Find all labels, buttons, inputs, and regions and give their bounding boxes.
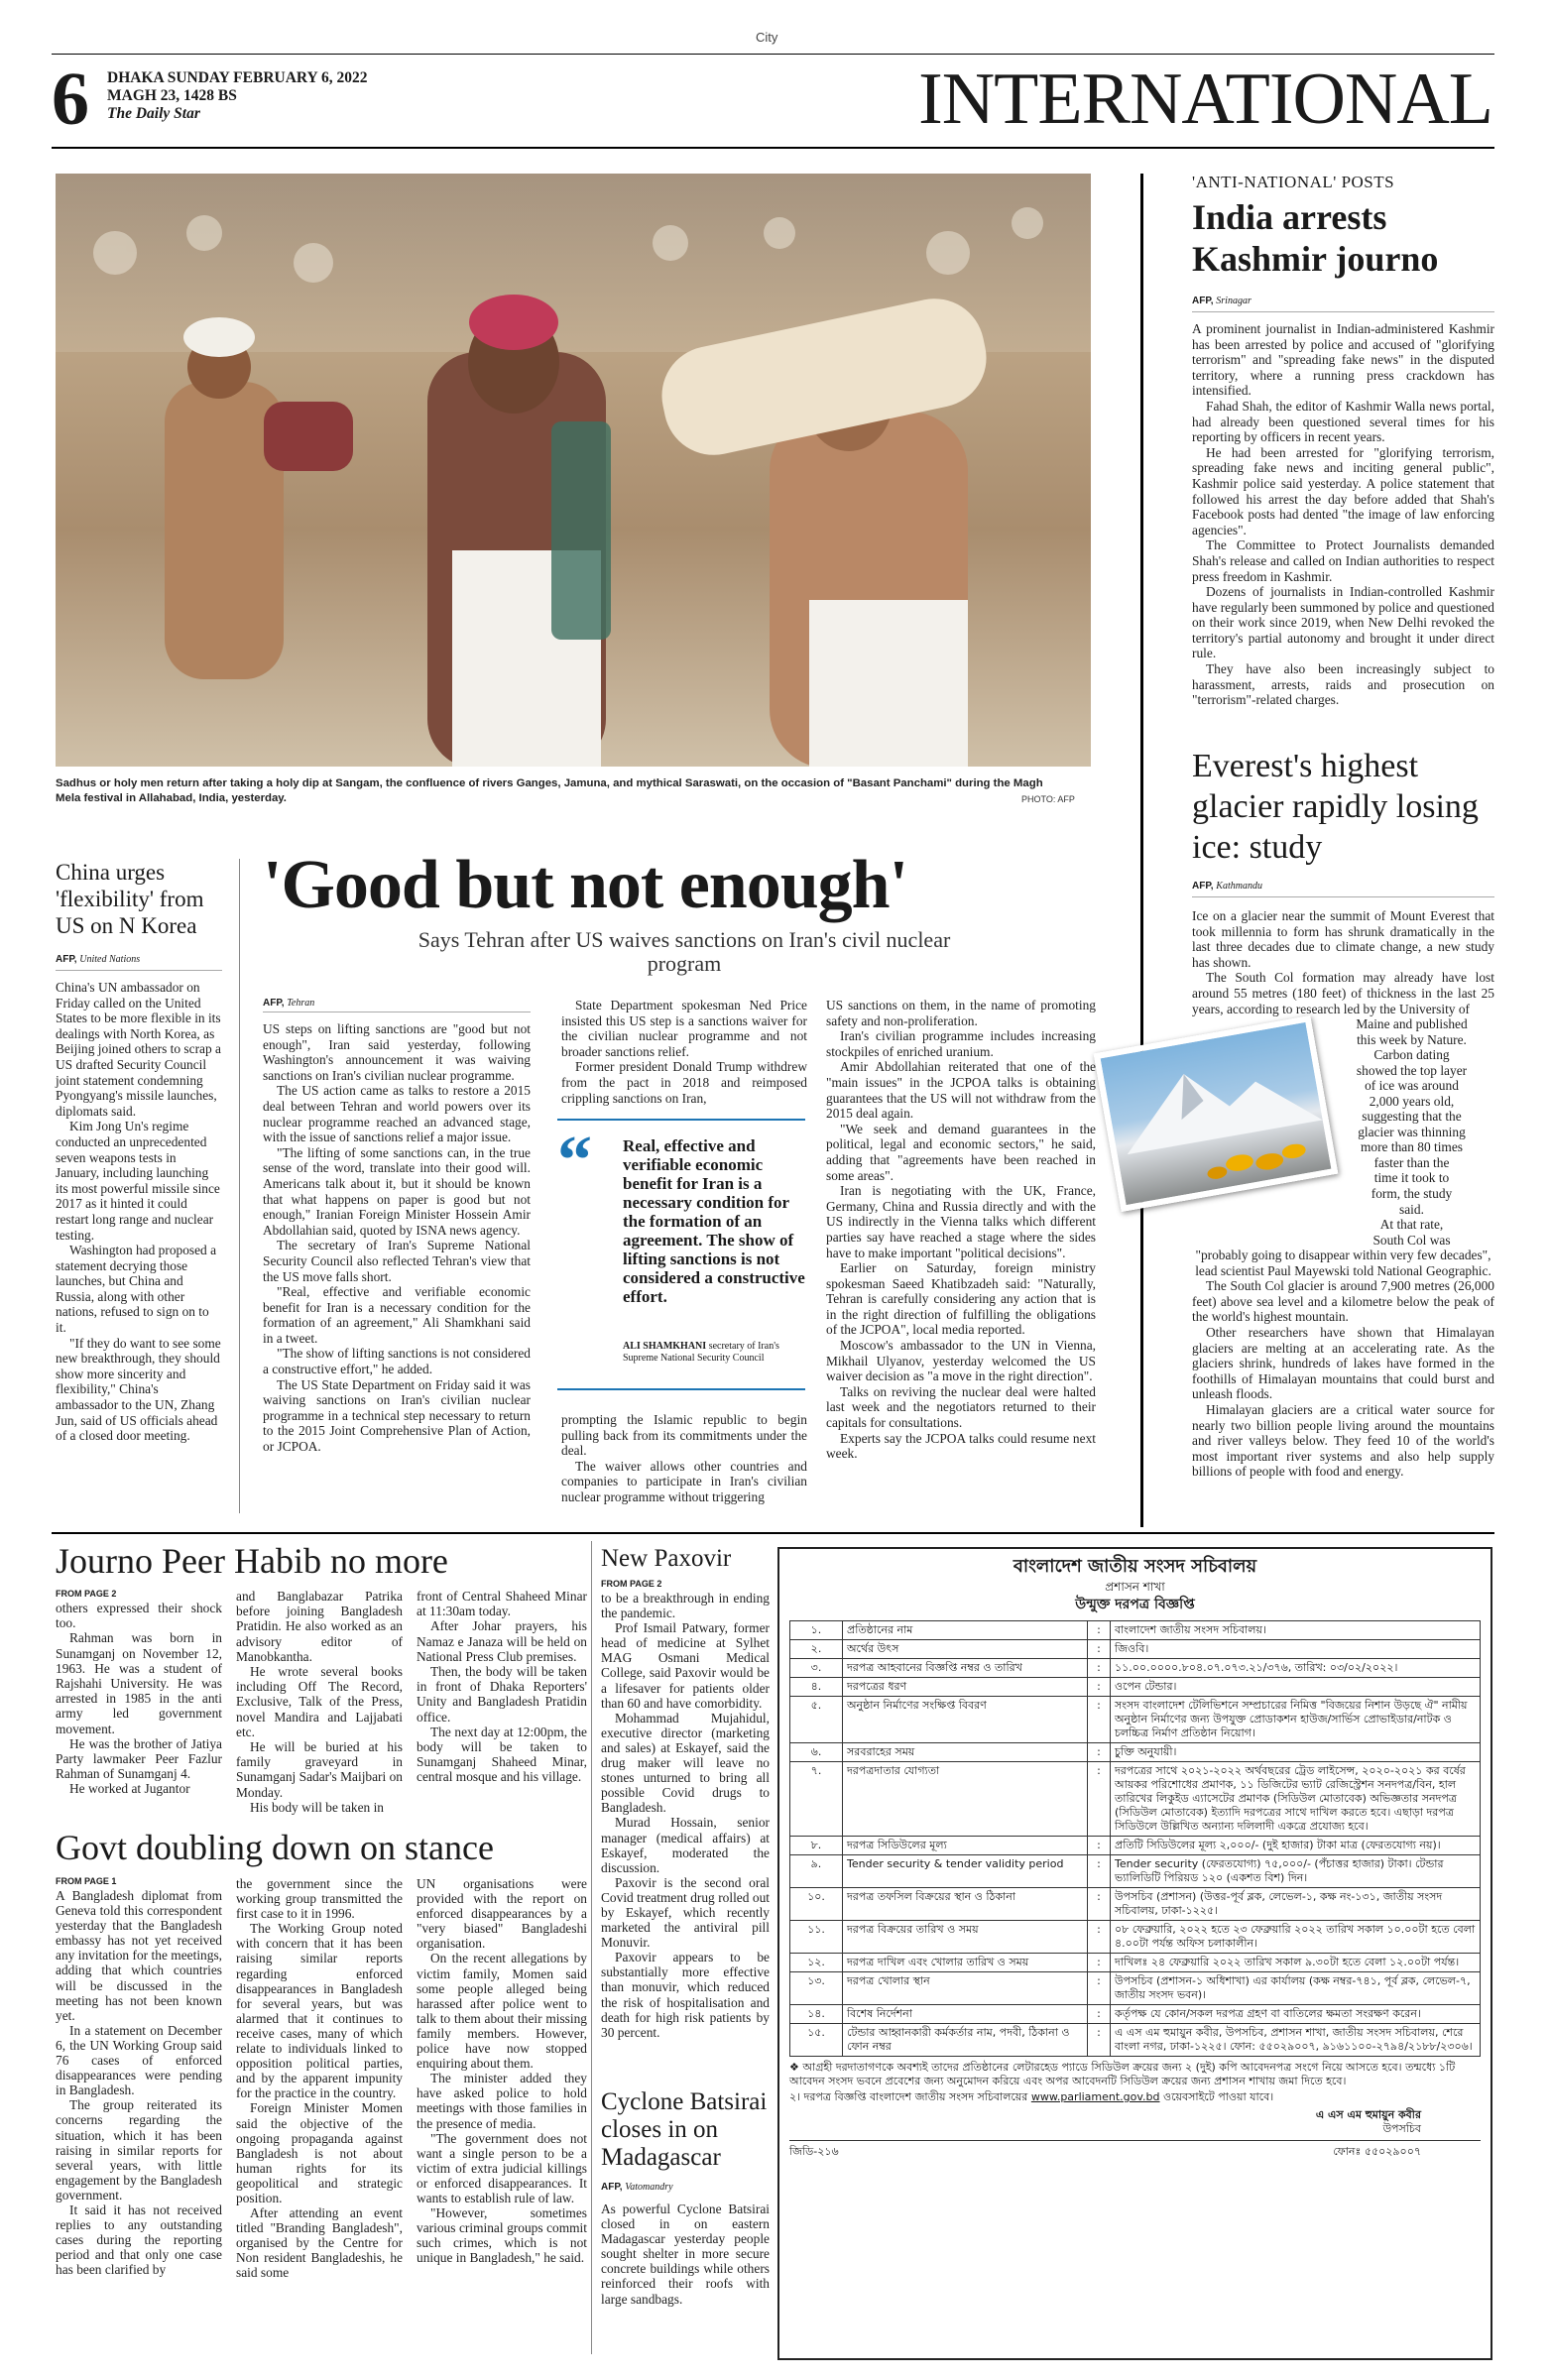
korea-body <box>56 980 222 1444</box>
wrap-line: 2,000 years old, <box>1369 1093 1455 1109</box>
korea-byline-rule <box>56 970 222 971</box>
habib-col2 <box>236 1589 403 1815</box>
notice-row <box>790 1762 1481 1837</box>
byline-place: United Nations <box>79 954 141 965</box>
photo-caption: Sadhus or holy men return after taking a holy dip at Sangam, the confluence of rivers Ganges, Jamuna, and mythical Saraswati, on the occasion of "Basant Panchami" during the Magh Mela festival in Allahabad, India, yesterday. <box>56 777 1043 804</box>
everest-paragraph: Himalayan glaciers are a critical water source for nearly two billion people living around the mountains and river valleys below. They feed 10 of the world's most important river systems and also help supply billions of people with food and energy. <box>1192 1401 1494 1480</box>
row-colon: : <box>1088 1855 1111 1888</box>
pull-quote-attribution <box>623 1341 811 1365</box>
cyclone-headline: Cyclone Batsirai closes in on Madagascar <box>601 2088 768 2171</box>
masthead-rule <box>52 147 1494 149</box>
paper-logo: The Daily Star <box>107 105 200 122</box>
byline-agency: AFP, <box>601 2182 623 2193</box>
row-label: দরপত্র বিক্রয়ের তারিখ ও সময় <box>843 1921 1088 1954</box>
iran-paragraph: Earlier on Saturday, foreign ministry spokesman Saeed Khatibzadeh said: "Naturally, Tehran is carefully considering any action that is in the right direction of fulfilling the obligations of the JCPOA", local media reported. <box>826 1260 1096 1338</box>
iran-paragraph: The US State Department on Friday said it was waiving sanctions on Iran's civilian nuclear programme in a technical step necessary to return to the 2015 Joint Comprehensive Plan of Action, or JCPOA. <box>263 1376 531 1455</box>
cyclone-paragraph: As powerful Cyclone Batsirai closed in on eastern Madagascar yesterday people sought shelter in more secure concrete buildings while others reinforced their roofs with large sandbags. <box>601 2202 770 2307</box>
kashmir-paragraph: A prominent journalist in Indian-administered Kashmir has been arrested by police and accused of "glorifying terrorism" and "spreading fake news" in the disputed territory, where a running press crackdown has intensified. <box>1192 321 1494 399</box>
kashmir-byline-rule <box>1192 311 1494 312</box>
notice-row <box>790 1954 1481 1972</box>
row-label: দরপত্র আহবানের বিজ্ঞপ্তি নম্বর ও তারিখ <box>843 1659 1088 1678</box>
iran-paragraph: Former president Donald Trump withdrew from the pact in 2018 and reimposed crippling sanctions on Iran, <box>561 1059 807 1106</box>
habib-paragraph: Then, the body will be taken in front of Dhaka Reporters' Unity and Bangladesh Pratidin office. <box>417 1664 587 1725</box>
govt-paragraph: A Bangladesh diplomat from Geneva told this correspondent yesterday that the Bangladesh embassy has not yet received any invitation for the meetings, adding that which countries will be discussed in the meeting has not been known yet. <box>56 1888 222 2023</box>
parliament-website-link[interactable]: www.parliament.gov.bd <box>1030 2090 1160 2103</box>
notice-row <box>790 1640 1481 1659</box>
iran-paragraph: "The lifting of some sanctions can, in the true sense of the word, translate into their good will. Americans talk about it, but it should be known that what happens on paper is good but not enough," Iranian Foreign Minister Hossein Amir Abdollahian said, quoted by ISNA news agency. <box>263 1144 531 1238</box>
sadhus-photo-illustration <box>56 174 1091 767</box>
row-label: দরপত্র দাখিল এবং খোলার তারিখ ও সময় <box>843 1954 1088 1972</box>
everest-headline: Everest's highest glacier rapidly losing ice: study <box>1192 748 1479 866</box>
row-label: প্রতিষ্ঠানের নাম <box>843 1621 1088 1640</box>
row-label: দরপত্র খোলার স্থান <box>843 1972 1088 2005</box>
paxovir-paragraph: to be a breakthrough in ending the pandemic. <box>601 1591 770 1621</box>
govt-paragraph: On the recent allegations by victim family, Momen said some people alleged being harassed after police went to talk to them about their missing family members. However, police have now stopped enquiring about them. <box>417 1951 587 2072</box>
byline-agency: AFP, <box>1192 881 1214 892</box>
row-colon: : <box>1088 1697 1111 1743</box>
paxovir-from: FROM PAGE 2 <box>601 1579 662 1589</box>
row-label: অনুষ্ঠান নির্মাণের সংক্ষিপ্ত বিবরণ <box>843 1697 1088 1743</box>
row-label: অর্থের উৎস <box>843 1640 1088 1659</box>
habib-paragraph: After Johar prayers, his Namaz e Janaza will be held on National Press Club premises. <box>417 1618 587 1664</box>
notice-subtitle: উন্মুক্ত দরপত্র বিজ্ঞপ্তি <box>1075 1597 1195 1612</box>
govt-col1 <box>56 1888 222 2277</box>
notice-row <box>790 1888 1481 1921</box>
iran-paragraph: Experts say the JCPOA talks could resume next week. <box>826 1430 1096 1462</box>
korea-column-rule <box>239 859 240 1513</box>
govt-col3 <box>417 1876 587 2265</box>
paxovir-paragraph: Murad Hossain, senior manager (medical affairs) at Eskayef, moderated the discussion. <box>601 1815 770 1875</box>
paxovir-body <box>601 1591 770 2040</box>
section-title: INTERNATIONAL <box>918 59 1492 140</box>
row-number: ১৫. <box>790 2024 843 2057</box>
everest-wrap-text <box>1329 1016 1494 1248</box>
kashmir-kicker: 'ANTI-NATIONAL' POSTS <box>1192 173 1395 191</box>
row-value: বাংলাদেশ জাতীয় সংসদ সচিবালয়। <box>1111 1621 1481 1640</box>
byline-agency: AFP, <box>1192 296 1214 306</box>
wrap-line: time it took to <box>1373 1170 1450 1186</box>
row-colon: : <box>1088 1954 1111 1972</box>
notice-branch: প্রশাসন শাখা <box>1105 1580 1165 1594</box>
notice-row <box>790 1972 1481 2005</box>
page-number: 6 <box>52 58 89 141</box>
wrap-line: faster than the <box>1373 1154 1450 1170</box>
notice-row <box>790 2005 1481 2024</box>
iran-paragraph: US sanctions on them, in the name of promoting safety and non-proliferation. <box>826 998 1096 1028</box>
row-value: ওপেন টেন্ডার। <box>1111 1678 1481 1697</box>
main-photo <box>56 174 1091 767</box>
habib-paragraph: He will be buried at his family graveyard in Sunamganj Sadar's Maijbari on Monday. <box>236 1739 403 1800</box>
row-number: ৪. <box>790 1678 843 1697</box>
paxovir-headline: New Paxovir <box>601 1545 732 1572</box>
row-value: ০৮ ফেব্রুয়ারি, ২০২২ হতে ২৩ ফেব্রুয়ারি ২০২২ তারিখ সকাল ১০.০০টা হতে বেলা ৪.০০টা পর্যন্ত অফিস চলাকালীন। <box>1111 1921 1481 1954</box>
govt-paragraph: "However, sometimes various criminal groups commit such crimes, which is not unique in Bangladesh," he said. <box>417 2205 587 2266</box>
cyclone-byline <box>601 2182 673 2193</box>
notice-note-1: ❖ আগ্রহী দরদাতাগণকে অবশ্যই তাদের প্রতিষ্ঠানের লেটারহেড প্যাডে সিডিউল ক্রয়ের জন্য ২ (দুই) কপি আবেদনপত্র সংগে নিয়ে আসতে হবে। তন্মধ্যে ১টি আবেদন সংসদ ভবনে প্রবেশের জন্য অনুমোদন করিয়ে এবং অপর আবেদনটি সিডিউল ক্রয়ের জন্য প্রশাসন শাখায় জমা দিতে হবে। <box>789 2061 1456 2087</box>
iran-paragraph: Iran's civilian programme includes increasing stockpiles of enriched uranium. <box>826 1028 1096 1059</box>
byline-place: Kathmandu <box>1216 881 1262 892</box>
row-value: প্রতিটি সিডিউলের মূল্য ২,০০০/- (দুই হাজার) টাকা মাত্র (ফেরতযোগ্য নয়)। <box>1111 1837 1481 1855</box>
row-colon: : <box>1088 1659 1111 1678</box>
row-value: এ এস এম হুমায়ুন কবীর, উপসচিব, প্রশাসন শাখা, জাতীয় সংসদ সচিবালয়, শেরে বাংলা নগর, ঢাকা-১২২৫। ফোন: ৫৫০২৯০০৭, ৯১৬১১০০-২৭৯৪/২১৮৮/২৩০৬। <box>1111 2024 1481 2057</box>
wrap-line: glacier was thinning <box>1358 1124 1466 1139</box>
row-label: Tender security & tender validity period <box>843 1855 1088 1888</box>
row-colon: : <box>1088 1678 1111 1697</box>
byline-agency: AFP, <box>56 954 77 965</box>
row-colon: : <box>1088 1921 1111 1954</box>
notice-row <box>790 1678 1481 1697</box>
notice-row <box>790 1743 1481 1762</box>
notice-note-2 <box>789 2090 1481 2104</box>
row-colon: : <box>1088 1762 1111 1837</box>
quote-mark-icon: “ <box>557 1123 592 1199</box>
notice-row <box>790 1855 1481 1888</box>
notice-footer <box>789 2140 1481 2162</box>
govt-paragraph: the government since the working group transmitted the first case to it in 1996. <box>236 1876 403 1922</box>
govt-paragraph: The minister added they have asked police to hold meetings with those families in the presence of media. <box>417 2071 587 2131</box>
everest-intro <box>1192 908 1494 1016</box>
habib-paragraph: The next day at 12:00pm, the body will be taken to Sunamganj Shaheed Minar, central mosque and his village. <box>417 1724 587 1785</box>
iran-subhead: Says Tehran after US waives sanctions on Iran's civil nuclear program <box>417 927 951 976</box>
iran-byline <box>263 998 314 1009</box>
wrap-line: South Col was <box>1372 1232 1451 1248</box>
habib-col3 <box>417 1589 587 1785</box>
govt-from: FROM PAGE 1 <box>56 1876 117 1886</box>
row-value: সংসদ বাংলাদেশ টেলিভিশনে সম্প্রচারের নিমিত্ত "বিজয়ের নিশান উড়ছে ঐ" নামীয় অনুষ্ঠান নির্মাণের জন্য উপযুক্ত প্রোডাকশন হাউজ/সার্ভিস প্রোভাইডার/নাটক ও চলচ্চিত্র নির্মাণ প্রতিষ্ঠান নিয়োগ। <box>1111 1697 1481 1743</box>
notice-row <box>790 1659 1481 1678</box>
row-number: ৬. <box>790 1743 843 1762</box>
row-label: টেন্ডার আহ্বানকারী কর্মকর্তার নাম, পদবী, ঠিকানা ও ফোন নম্বর <box>843 2024 1088 2057</box>
row-value: ১১.০০.০০০০.৮০৪.০৭.০৭৩.২১/৩৭৬, তারিখ: ০৩/০২/২০২২। <box>1111 1659 1481 1678</box>
kashmir-paragraph: He had been arrested for "glorifying terrorism, spreading fake news and inciting general public", Kashmir police said yesterday. A police statement that followed his arrest the day before added that Shah's Facebook posts had dented "the image of law enforcing agencies". <box>1192 444 1494 537</box>
habib-paragraph: front of Central Shaheed Minar at 11:30am today. <box>417 1589 587 1619</box>
right-column-rule <box>1140 174 1143 1527</box>
iran-paragraph: US steps on lifting sanctions are "good but not enough", Iran said yesterday, following Washington's announcement it was waiving sanctions on Iran's civilian nuclear programme. <box>263 1021 531 1083</box>
kashmir-headline: India arrests Kashmir journo <box>1192 197 1439 279</box>
iran-paragraph: "We seek and demand guarantees in the political, legal and economic sectors," he said, adding that "agreements have been reached in some areas". <box>826 1121 1096 1183</box>
habib-paragraph: His body will be taken in <box>250 1799 385 1815</box>
kashmir-paragraph: The Committee to Protect Journalists demanded Shah's release and called on Indian authorities to respect press freedom in Kashmir. <box>1192 537 1494 584</box>
govt-headline: Govt doubling down on stance <box>56 1828 494 1867</box>
paxovir-paragraph: Paxovir is the second oral Covid treatment drug rolled out by Eskayef, which recently marketed the antiviral pill Monuvir. <box>601 1874 770 1951</box>
row-colon: : <box>1088 1972 1111 2005</box>
kashmir-paragraph: Dozens of journalists in Indian-controlled Kashmir have regularly been summoned by police and questioned on their work since 2019, when New Delhi revoked the territory's partial autonomy and brought it under direct rule. <box>1192 584 1494 661</box>
iran-col3 <box>826 998 1096 1462</box>
iran-paragraph: "Real, effective and verifiable economic benefit for Iran is a necessary condition for the formation of an agreement," Ali Shamkhani said in a tweet. <box>263 1284 531 1346</box>
iran-col2-bottom <box>561 1412 807 1505</box>
row-number: ৮. <box>790 1837 843 1855</box>
kashmir-byline <box>1192 296 1252 306</box>
govt-paragraph: "The government does not want a single person to be a victim of extra judicial killings or enforced disappearances. It wants to establish rule of law. <box>417 2130 587 2205</box>
notice-row <box>790 1921 1481 1954</box>
row-number: ১১. <box>790 1921 843 1954</box>
korea-headline: China urges 'flexibility' from US on N Korea <box>56 860 204 938</box>
row-label: দরপত্র সিডিউলের মূল্য <box>843 1837 1088 1855</box>
row-number: ২. <box>790 1640 843 1659</box>
iran-paragraph: Iran is negotiating with the UK, France, Germany, China and Russia directly and with the US indirectly in the Vienna talks which different parties say have reached a stage where the sides have to make important "political decisions". <box>826 1183 1096 1260</box>
habib-col1 <box>56 1601 222 1797</box>
korea-paragraph: "If they do want to see some new breakthrough, they should show more sincerity and flexibility," China's ambassador to the UN, Zhang Jun, said of US officials ahead of a closed door meeting. <box>56 1335 221 1444</box>
row-colon: : <box>1088 2024 1111 2057</box>
kashmir-paragraph: Fahad Shah, the editor of Kashmir Walla news portal, had already been questioned several times for his reporting by officers in recent years. <box>1192 398 1494 445</box>
iran-paragraph: The secretary of Iran's Supreme National Security Council also reflected Tehran's view that the US move falls short. <box>263 1238 531 1284</box>
date-text: DHAKA SUNDAY FEBRUARY 6, 2022 <box>107 69 368 86</box>
wrap-line: more than 80 times <box>1360 1139 1463 1155</box>
row-colon: : <box>1088 1837 1111 1855</box>
cyclone-body <box>601 2202 770 2307</box>
iran-col2-top <box>561 998 807 1106</box>
govt-paragraph: Foreign Minister Momen said the objective of the ongoing propaganda against Bangladesh is not about human rights for its geopolitical and strategic position. <box>236 2100 403 2205</box>
everest-paragraph: "probably going to disappear within very few decades", lead scientist Paul Mayewski told National Geographic. <box>1195 1248 1491 1278</box>
iran-paragraph: prompting the Islamic republic to begin pulling back from its commitments under the deal. <box>561 1412 807 1459</box>
row-colon: : <box>1088 1743 1111 1762</box>
wrap-line: of ice was around <box>1365 1078 1459 1094</box>
govt-paragraph: UN organisations were provided with the report on enforced disappearances by a "very biased" Bangladeshi organisation. <box>417 1876 587 1952</box>
row-value: উপসচিব (প্রশাসন-১ অধিশাখা) এর কার্যালয় (কক্ষ নম্বর-৭৪১, পূর্ব ব্লক, লেভেল-৭, জাতীয় সংসদ ভবন)। <box>1111 1972 1481 2005</box>
quote-name: ALI SHAMKHANI <box>623 1341 707 1352</box>
wrap-line: suggesting that the <box>1362 1109 1462 1125</box>
kashmir-body <box>1192 321 1494 708</box>
habib-paragraph: others expressed their shock too. <box>56 1601 222 1631</box>
byline-place: Srinagar <box>1216 296 1252 306</box>
everest-paragraph: The South Col glacier is around 7,900 metres (26,000 feet) above sea level and a kilometre below the peak of the world's highest mountain. <box>1192 1278 1494 1325</box>
row-number: ১০. <box>790 1888 843 1921</box>
row-label: সরবরাহের সময় <box>843 1743 1088 1762</box>
iran-paragraph: "The show of lifting sanctions is not considered a constructive effort," he added. <box>263 1346 531 1377</box>
row-value: উপসচিব (প্রশাসন) (উত্তর-পূর্ব ব্লক, লেভেল-১, কক্ষ নং-১৩১, জাতীয় সংসদ সচিবালয়, ঢাকা-১২২৫। <box>1111 1888 1481 1921</box>
row-number: ১৩. <box>790 1972 843 2005</box>
govt-col2 <box>236 1876 403 2281</box>
row-value: চুক্তি অনুযায়ী। <box>1111 1743 1481 1762</box>
bangla-date: MAGH 23, 1428 BS <box>107 87 237 104</box>
habib-paragraph: Rahman was born in Sunamganj on November 12, 1963. He was a student of Rajshahi University. He was arrested in 1985 in the anti army led government movement. <box>56 1630 222 1736</box>
row-number: ৩. <box>790 1659 843 1678</box>
iran-paragraph: The waiver allows other countries and companies to participate in Iran's civilian nuclear programme without triggering <box>561 1458 807 1504</box>
row-label: দরপত্র তফসিল বিক্রয়ের স্থান ও ঠিকানা <box>843 1888 1088 1921</box>
govt-paragraph: It said it has not received replies to any outstanding cases during the reporting period and that only one case has been clarified by <box>56 2202 222 2278</box>
row-colon: : <box>1088 1888 1111 1921</box>
pull-quote-rule-bottom <box>557 1388 805 1390</box>
govt-paragraph: The group reiterated its concerns regarding the situation, which it has been raising in similar reports for several years, with little engagement by the Bangladesh government. <box>56 2097 222 2202</box>
mountain-illustration <box>1101 1022 1332 1205</box>
row-value: দরপত্রের সাথে ২০২১-২০২২ অর্থবছরের ট্রেড লাইসেন্স, ২০২০-২০২১ কর বর্ষের আয়কর পরিশোধের প্রমাণক, ১১ ডিজিটের ভ্যাট রেজিস্ট্রেশন সনদপত্র/বিন, হাল তারিখের লিকুইড এ্যাসেটের প্রমাণক (সিডিউল মোতাবেক) অভিজ্ঞতার সনদপত্র (সিডিউল মোতাবেক) ইত্যাদি দরপত্রের সাথে দাখিল করতে হবে। এছাড়া দরপত্র সিডিউলে উল্লিখিত অন্যান্য দলিলাদী একত্রে প্রযোজ্য হবে। <box>1111 1762 1481 1837</box>
everest-byline-rule <box>1192 896 1494 897</box>
notice-title: বাংলাদেশ জাতীয় সংসদ সচিবালয় <box>1013 1556 1257 1577</box>
row-number: ৭. <box>790 1762 843 1837</box>
signer-title: উপসচিব <box>1382 2122 1421 2135</box>
habib-headline: Journo Peer Habib no more <box>56 1541 448 1581</box>
pull-quote-rule-top <box>557 1119 805 1121</box>
byline-place: Tehran <box>287 998 315 1009</box>
wrap-line: said. <box>1399 1201 1424 1217</box>
wrap-line: Maine and published <box>1356 1016 1468 1031</box>
everest-paragraph: Other researchers have shown that Himalayan glaciers are melting at an accelerating rate. As the glaciers shrink, hundreds of lakes have formed in the foothills of Himalayan mountains that could burst and unleash floods. <box>1192 1324 1494 1402</box>
notice-row <box>790 1697 1481 1743</box>
row-value: কর্তৃপক্ষ যে কোন/সকল দরপত্র গ্রহণ বা বাতিলের ক্ষমতা সংরক্ষণ করেন। <box>1111 2005 1481 2024</box>
notice-row <box>790 2024 1481 2057</box>
iran-col1 <box>263 1021 531 1455</box>
row-label: দরপত্রদাতার যোগ্যতা <box>843 1762 1088 1837</box>
habib-from: FROM PAGE 2 <box>56 1589 117 1599</box>
row-number: ৯. <box>790 1855 843 1888</box>
wrap-line: this week by Nature. <box>1357 1031 1467 1047</box>
habib-paragraph: He worked at Jugantor <box>69 1781 190 1797</box>
row-colon: : <box>1088 1640 1111 1659</box>
wrap-line: showed the top layer <box>1356 1062 1468 1078</box>
wrap-line: At that rate, <box>1379 1217 1444 1233</box>
row-label: বিশেষ নির্দেশনা <box>843 2005 1088 2024</box>
paxovir-paragraph: Paxovir appears to be substantially more effective than monuvir, which reduced the risk of hospitalisation and death for high risk patients by 30 percent. <box>601 1950 770 2040</box>
wrap-line: Carbon dating <box>1373 1047 1450 1063</box>
dateline <box>107 69 368 123</box>
iran-paragraph: Moscow's ambassador to the UN in Vienna, Mikhail Ulyanov, yesterday welcomed the US waiver decision as "a move in the right direction". <box>826 1338 1096 1384</box>
iran-paragraph: The US action came as talks to restore a 2015 deal between Tehran and world powers over its nuclear programme reached an advanced stage, with the issue of sanctions relief a major issue. <box>263 1083 531 1145</box>
row-value: দাখিলঃ ২৪ ফেব্রুয়ারি ২০২২ তারিখ সকাল ৯.৩০টা হতে বেলা ১২.০০টা পর্যন্ত। <box>1111 1954 1481 1972</box>
section-tag: City <box>756 30 778 45</box>
iran-paragraph: Talks on reviving the nuclear deal were halted last week and the negotiators returned to their capitals for consultations. <box>826 1383 1096 1431</box>
row-colon: : <box>1088 2005 1111 2024</box>
notice-table <box>789 1620 1481 2057</box>
quote-title: secretary of Iran's Supreme National Security Council <box>623 1341 779 1364</box>
kashmir-paragraph: They have also been increasingly subject to harassment, arrests, raids and prosecution on "terrorism"-related charges. <box>1192 661 1494 708</box>
top-rule <box>52 54 1494 55</box>
habib-paragraph: and Banglabazar Patrika before joining Bangladesh Pratidin. He also worked as an advisory editor of Manobkantha. <box>236 1589 403 1664</box>
everest-byline <box>1192 881 1262 892</box>
paxovir-column-rule <box>591 1541 592 2354</box>
everest-body <box>1192 1248 1494 1480</box>
everest-photo <box>1094 1015 1339 1212</box>
govt-paragraph: The Working Group noted with concern that it has been raising similar reports regarding enforced disappearances in Bangladesh for several years, but was alarmed that it continues to receive cases, many of which relate to individuals linked to opposition political parties, and by the apparent impunity for the practice in the country. <box>236 1921 403 2101</box>
row-number: ১২. <box>790 1954 843 1972</box>
paxovir-paragraph: Prof Ismail Patwary, former head of medicine at Sylhet MAG Osmani Medical College, said Paxovir would be a lifesaver for patients older than 60 and have comorbidity. <box>601 1620 770 1711</box>
habib-paragraph: He was the brother of Jatiya Party lawmaker Peer Fazlur Rahman of Sunamganj 4. <box>56 1735 222 1782</box>
note2-prefix: ২। দরপত্র বিজ্ঞপ্তি বাংলাদেশ জাতীয় সংসদ সচিবালয়ের <box>789 2090 1028 2103</box>
row-value: Tender security (ফেরতযোগ্য) ৭৫,০০০/- (পঁচাত্তর হাজার) টাকা। টেন্ডার ভ্যালিডিটি পিরিয়ড ১২০ (একশত বিশ) দিন। <box>1111 1855 1481 1888</box>
iran-paragraph: State Department spokesman Ned Price insisted this US step is a sanctions waiver for the civilian nuclear programme and not broader sanctions relief. <box>561 998 807 1059</box>
govt-paragraph: In a statement on December 6, the UN Working Group said 76 cases of enforced disappearances were pending in Bangladesh. <box>56 2022 222 2098</box>
photo-credit: PHOTO: AFP <box>1021 794 1075 804</box>
korea-paragraph: China's UN ambassador on Friday called on the United States to be more flexible in its dealings with North Korea, as Beijing joined others to scrap a US drafted Security Council joint statement condemning Pyongyang's missile launches, diplomats said. <box>56 980 221 1119</box>
korea-paragraph: Washington had proposed a statement decrying those launches, but China and Russia, along with other nations, refused to sign on to it. <box>56 1243 217 1336</box>
iran-headline: 'Good but not enough' <box>263 847 908 923</box>
iran-paragraph: Amir Abdollahian reiterated that one of the "main issues" in the JCPOA talks is obtaining guarantees that the US will not withdraw from the 2015 deal again. <box>826 1059 1096 1122</box>
habib-paragraph: He wrote several books including Off The Record, Exclusive, Talk of the Press, novel Mandira and Lajjabati etc. <box>236 1664 403 1739</box>
notice-row <box>790 1621 1481 1640</box>
notice-phone: ফোনঃ ৫৫০২৯০০৭ <box>1333 2145 1421 2158</box>
signer-name: এ এস এম হুমায়ুন কবীর <box>1315 2108 1421 2121</box>
notice-signature <box>789 2108 1481 2136</box>
paxovir-paragraph: Mohammad Mujahidul, executive director (marketing and sales) at Eskayef, said the drug maker will leave no stones unturned to bring all possible Covid drugs to Bangladesh. <box>601 1710 770 1816</box>
fold-rule <box>52 1532 1494 1534</box>
notice-code: জিডি-২১৬ <box>789 2145 839 2158</box>
wrap-line: form, the study <box>1371 1186 1453 1202</box>
row-value: জিওবি। <box>1111 1640 1481 1659</box>
byline-agency: AFP, <box>263 998 285 1009</box>
row-colon: : <box>1088 1621 1111 1640</box>
everest-paragraph: Ice on a glacier near the summit of Mount Everest that took millennia to form has shrunk dramatically in the last three decades due to climate change, a new study has shown. <box>1192 908 1494 970</box>
row-number: ১৪. <box>790 2005 843 2024</box>
korea-paragraph: Kim Jong Un's regime conducted an unprecedented seven weapons tests in January, including launching its most powerful missile since 2017 as it hinted it could restart long range and nuclear testing. <box>56 1119 220 1243</box>
row-label: দরপত্রের ধরণ <box>843 1678 1088 1697</box>
pull-quote: Real, effective and verifiable economic benefit for Iran is a necessary condition for the formation of an agreement. The show of lifting sanctions is not considered a constructive effort. <box>623 1136 805 1306</box>
row-number: ১. <box>790 1621 843 1640</box>
govt-paragraph: After attending an event titled "Branding Bangladesh", organised by the Centre for Non resident Bangladeshis, he said some <box>236 2205 403 2281</box>
korea-byline <box>56 954 140 965</box>
byline-place: Vatomandry <box>625 2182 673 2193</box>
everest-paragraph: The South Col formation may already have lost around 55 metres (180 feet) of thickness in the last 25 years, according to research led by the University of <box>1192 970 1494 1016</box>
row-number: ৫. <box>790 1697 843 1743</box>
tender-notice <box>777 1547 1492 2360</box>
note2-suffix: ওয়েবসাইটে পাওয়া যাবে। <box>1163 2090 1274 2103</box>
notice-row <box>790 1837 1481 1855</box>
